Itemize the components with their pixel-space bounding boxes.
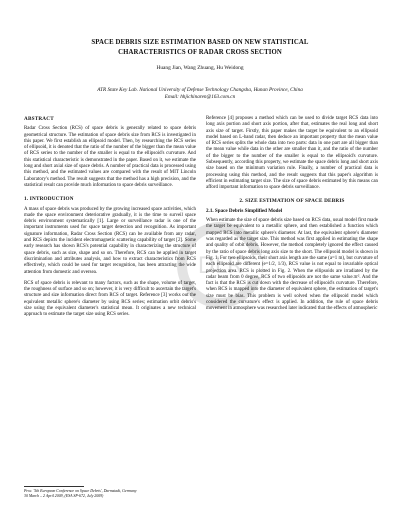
title-line-2: CHARACTERISTICS OF RADAR CROSS SECTION [118,48,282,56]
footnote-line-1: Proc. '5th European Conference on Space Debris', Darmstadt, Germany [24,489,137,493]
authors: Huang Jian, Wang Zhuang, Hu Weidong [156,65,244,71]
intro-paragraph-2: RCS of space debris is relevant to many factors, such as the shape, volume of target, the roughness of surface and so on; however, it is very difficult to ascertain the target's structure and size information direct from RCS of target. Reference [3] works out the equivalent metallic sphere's diameter by using RCS series; estimation orbit debris's size using the equivalent diameter's statistical mean. It originates a new technical approach to estimate the target size using RCS series. [24,280,196,318]
right-column [206,116,378,318]
abstract-heading: ABSTRACT [24,116,54,122]
title-line-1: SPACE DEBRIS SIZE ESTIMATION BASED ON NEW STATISTICAL [91,39,309,46]
intro-paragraph-1: A mass of space debris was produced by the growing increased space activities, which made the space environment deteriorative gradually, it is the time to surveil space debris environment systematically [1]. Large or surveillance radar is one of the important instruments used for space target detection and recognition. As important signature information, Radar Cross Section (RCS) can be available from any radar, and RCS depicts the incident electromagnetic scattering capability of target [2]. Some early research has shown RCS's potential capability in characterizing the structure of space debris, such as size, shape and so on. Therefore, RCS can be applied in target discrimination and attributes analysis, and how to extract characteristics from RCS effectively, which could be used for target recognition, has been attracting the wide attention from domestic and oversea. [24,206,196,275]
watermark-text: DLR [197,254,243,279]
email-line: Email: hhjichinaren@163.com.cn [164,94,236,100]
affiliation [40,87,360,101]
left-column [24,116,196,324]
footnote [24,489,204,499]
section2-heading: 2. SIZE ESTIMATION OF SPACE DEBRIS [239,197,345,204]
footnote-line-2: 30 March – 2 April 2009, (ESA SP-672, July 2009) [24,494,104,498]
intro-heading: 1. INTRODUCTION [24,196,74,203]
affiliation-line: ATR State Key Lab. National University of Defense Technology Changsha, Hunan Province, China [97,87,303,93]
footnote-divider [24,486,84,487]
section2-paragraph: When estimate the size of space debris size based on RCS data, usual model first made the target be equivalent to a metallic sphere, and then established a function which mapped RCS into metallic sphere's diameter. At last, the equivalent sphere's diameter was regarded as the target size. This method was first applied in estimating the shape and quality of orbit debris. However, the method completely ignored the effect caused by the ratio of space debris long axis size to the short. The ellipsoid model is shown in Fig. 1. For two ellipsoids, their short axis length are the same (a=1 m), but curvature of each ellipsoid are different (e=1/2, 1/3), RCS value is not equal to invariable optical projection area. RCS is plotted in Fig. 2. When the ellipsoids are irradiated by the radar beam from 0 degree, RCS of two ellipsoids are not the same value.πr². And the fact is that the RCS is cut down with the decrease of ellipsoid's curvature. Therefore, when RCS is mapped into the diameter of equivalent sphere, the estimation of target's size must be bias. This problem is well solved when the ellipsoid model which considered the curvature's effect is applied. In addition, the rule of space debris movement in atmosphere was researched later indicated that the effects of atmospheric [206,218,378,312]
abstract-text: Radar Cross Section (RCS) of space debris is generally related to space debris geometrical structure. The estimation of space debris size from RCS is investigated in this paper. We first establish an ellipsoid model. Then, by researching the RCS series of ellipsoid, it is denoted that the ratio of the number of the bigger than the mean value of RCS series to the number of the smaller is equal to the ellipsoid's curvature. And this statistical characteristic is demonstrated in the paper. Based on it, we estimate the long and short axial size of space debris. A number of practical data is processed using this method, and the estimated values are compared with the result of MIT Lincoln Laboratory's method. The result suggests that the method has a high precision, and the statistical result can provide much information to space debris surveillance. [24,126,196,188]
section2-subheading: 2.1. Space Debris Simplified Model [206,207,283,214]
intro-continuation: Reference [4] proposes a method which can be used to divide target RCS data into long axis portion and short axis portion, after that, estimates the real long and short axis size of target. Firstly, this paper makes the target be equivalent to an ellipsoid model based on L-band radar, then deduce an important property that the mean value of RCS series splits the whole data into two parts: data in one part are all bigger than the mean value while data in the other are smaller than it, and the ratio of the number of the bigger to the number of the smaller is equal to the ellipsoid's curvature. Subsequently, according this property, we estimate the space debris long and short axis size based on the minimum variation rule. Finally, a number of practical data is processing using this method, and the result suggests that this paper's algorithm is efficient in estimating target size. The size of space debris estimated by this means can afford important information to space debris surveillance. [206,116,378,191]
paper-title [40,38,360,57]
